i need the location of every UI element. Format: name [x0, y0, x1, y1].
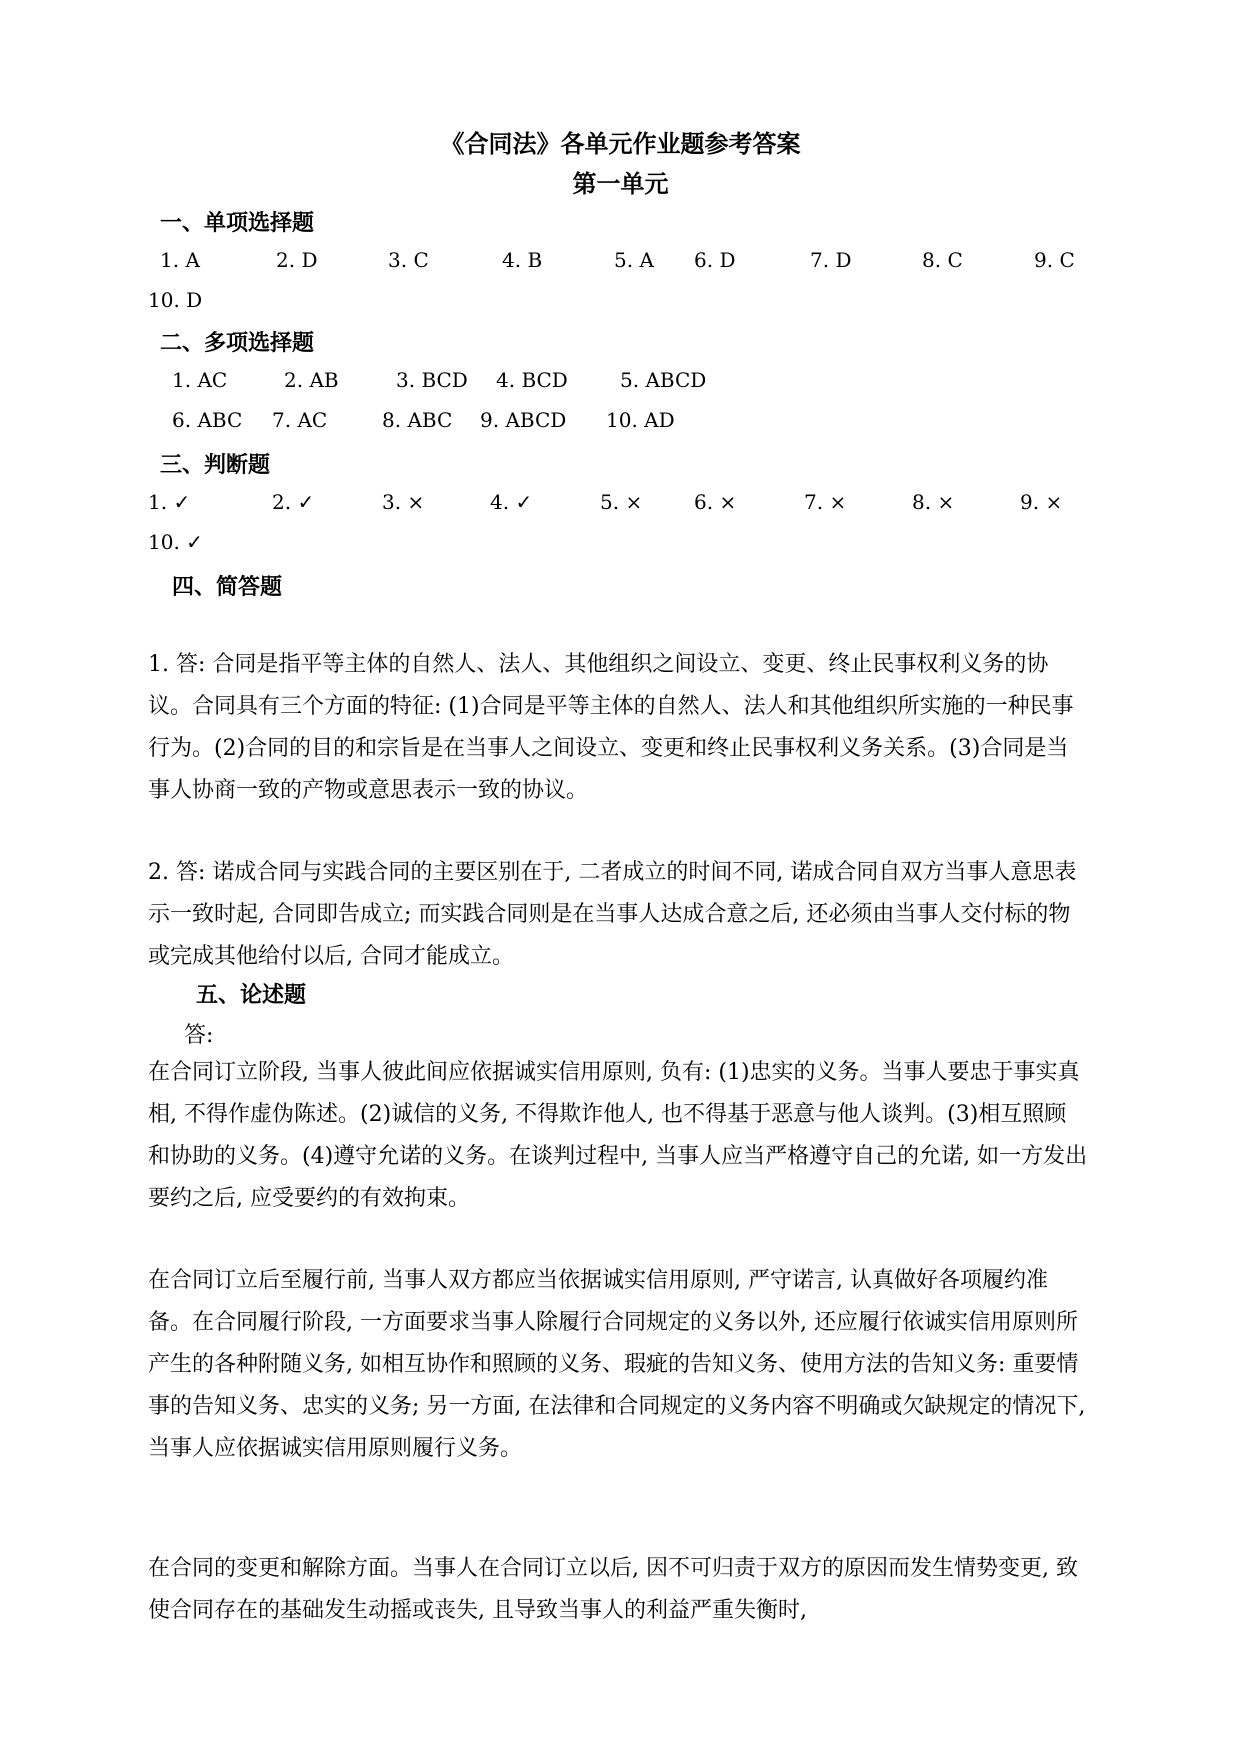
answer-item: 8. ABC — [382, 408, 453, 432]
answer-item: 1. A — [160, 248, 200, 272]
answer-item: 10. D — [148, 288, 203, 312]
document-title: 《合同法》各单元作业题参考答案 — [440, 130, 801, 158]
answer-item: 7. D — [810, 248, 852, 272]
section-heading-multi-choice: 二、多项选择题 — [160, 331, 315, 356]
answer-item: 1. ✓ — [148, 490, 191, 514]
answer-item: 9. × — [1020, 490, 1063, 514]
essay-paragraph-2: 在合同订立后至履行前, 当事人双方都应当依据诚实信用原则, 严守诺言, 认真做好各项履约准备。在合同履行阶段, 一方面要求当事人除履行合同规定的义务以外, 还应履行依诚实信用原则所产生的各种附随义务, 如相互协作和照顾的义务、瑕疵的告知义务、使用方法的告知义务: 重要情事的告知义务、忠实的义务; 另一方面, 在法律和合同规定的义务内容不明确或欠缺规定的情况下, 当事人应依据诚实信用原则履行义务。 — [148, 1268, 1086, 1461]
answer-item: 5. × — [600, 490, 643, 514]
answer-item: 6. ABC — [172, 408, 243, 432]
answer-item: 9. C — [1034, 248, 1075, 272]
essay-paragraph-1: 在合同订立阶段, 当事人彼此间应依据诚实信用原则, 负有: (1)忠实的义务。当事人要忠于事实真相, 不得作虚伪陈述。(2)诚信的义务, 不得欺诈他人, 也不得基于恶意与他人谈判。(3)相互照顾和协助的义务。(4)遵守允诺的义务。在谈判过程中, 当事人应当严格遵守自己的允诺, 如一方发出要约之后, 应受要约的有效拘束。 — [148, 1060, 1088, 1211]
answer-item: 4. BCD — [496, 368, 568, 392]
answer-item: 8. C — [922, 248, 963, 272]
answer-item: 2. D — [276, 248, 318, 272]
answer-item: 3. × — [382, 490, 425, 514]
answer-item: 7. × — [804, 490, 847, 514]
answer-item: 1. AC — [172, 368, 228, 392]
answer-item: 9. ABCD — [480, 408, 567, 432]
essay-paragraph-3: 在合同的变更和解除方面。当事人在合同订立以后, 因不可归责于双方的原因而发生情势变更, 致使合同存在的基础发生动摇或丧失, 且导致当事人的利益严重失衡时, — [148, 1556, 1078, 1623]
answer-item: 3. BCD — [396, 368, 468, 392]
answer-item: 2. ✓ — [272, 490, 315, 514]
answer-item: 10. ✓ — [148, 530, 203, 554]
answer-item: 5. ABCD — [620, 368, 707, 392]
answer-item: 2. AB — [284, 368, 339, 392]
short-answer-1: 1. 答: 合同是指平等主体的自然人、法人、其他组织之间设立、变更、终止民事权利义务的协议。合同具有三个方面的特征: (1)合同是平等主体的自然人、法人和其他组织所实施的一种民事行为。(2)合同的目的和宗旨是在当事人之间设立、变更和终止民事权利义务关系。(3)合同是当事人协商一致的产物或意思表示一致的协议。 — [148, 652, 1074, 803]
answer-item: 6. × — [694, 490, 737, 514]
answer-item: 7. AC — [272, 408, 328, 432]
short-answer-2: 2. 答: 诺成合同与实践合同的主要区别在于, 二者成立的时间不同, 诺成合同自双方当事人意思表示一致时起, 合同即告成立; 而实践合同则是在当事人达成合意之后, 还必须由当事人交付标的物或完成其他给付以后, 合同才能成立。 — [148, 860, 1077, 969]
unit-title: 第一单元 — [572, 170, 669, 198]
answer-item: 4. ✓ — [490, 490, 533, 514]
section-heading-judgement: 三、判断题 — [160, 453, 271, 478]
answer-item: 6. D — [694, 248, 736, 272]
answer-item: 4. B — [502, 248, 543, 272]
section-heading-essay: 五、论述题 — [196, 983, 307, 1008]
answer-item: 5. A — [614, 248, 654, 272]
section-heading-short-answer: 四、简答题 — [172, 575, 283, 600]
answer-item: 3. C — [388, 248, 429, 272]
section-heading-single-choice: 一、单项选择题 — [160, 211, 315, 236]
essay-answer-label: 答: — [184, 1023, 214, 1048]
answer-item: 10. AD — [606, 408, 675, 432]
answer-item: 8. × — [912, 490, 955, 514]
